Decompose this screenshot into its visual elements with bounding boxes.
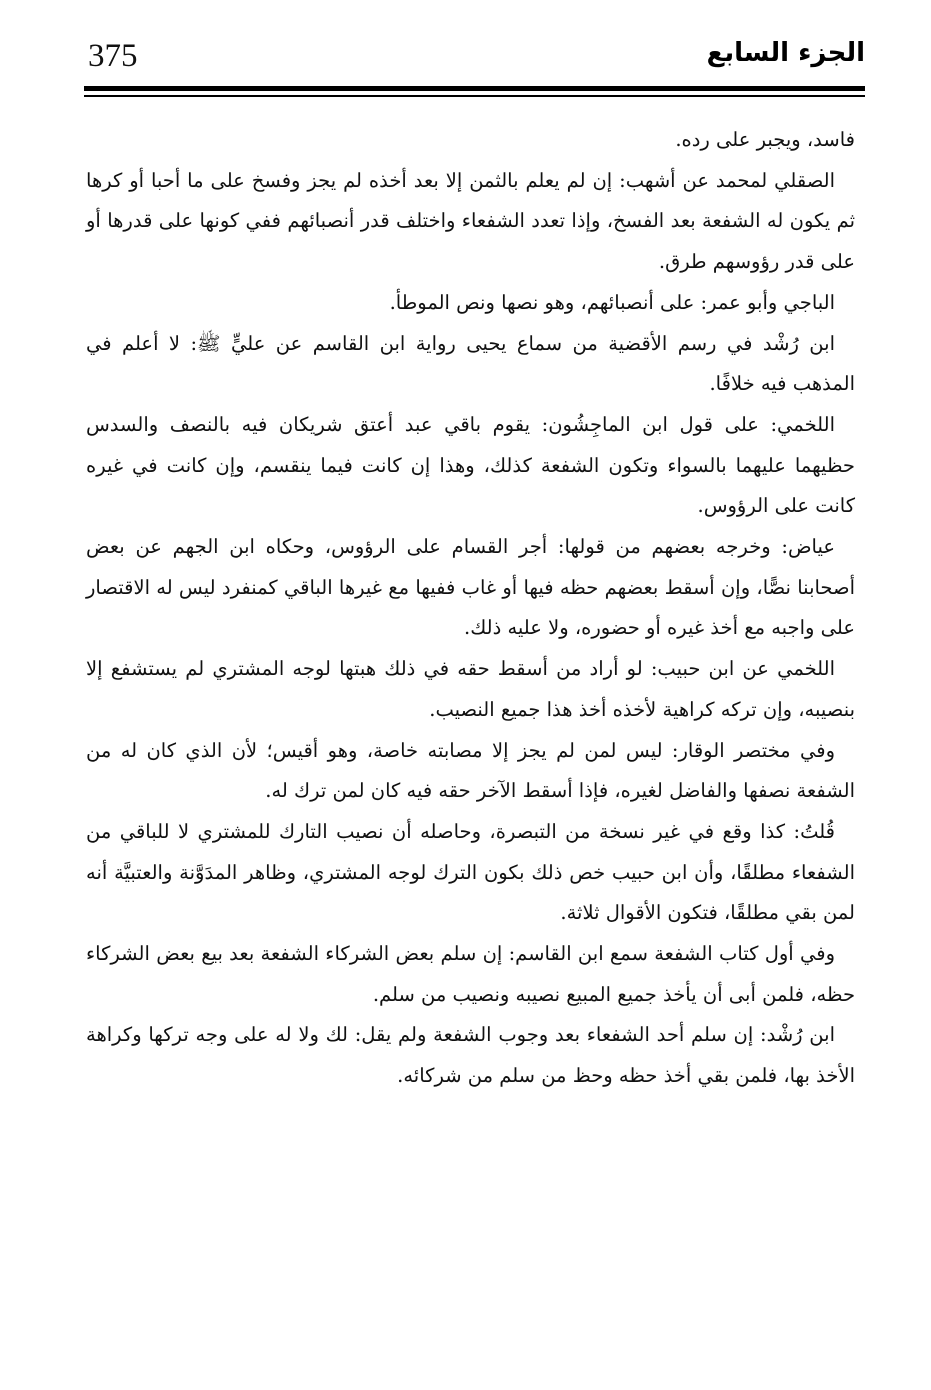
paragraph: فاسد، ويجبر على رده.	[675, 128, 855, 151]
paragraph: اللخمي عن ابن حبيب: لو أراد من أسقط حقه في ذلك هبتها لوجه المشتري لم يستشفع إلا بنصيبه، وإن تركه كراهية لأخذه أخذ هذا جميع النصيب.	[86, 657, 855, 721]
paragraph: وفي أول كتاب الشفعة سمع ابن القاسم: إن سلم بعض الشركاء الشفعة بعد بيع بعض الشركاء حظه، فلمن أبى أن يأخذ جميع المبيع نصيبه ونصيب من سلم.	[86, 942, 855, 1006]
header-rule-thin	[84, 95, 865, 97]
paragraph: ابن رُشْد في رسم الأقضية من سماع يحيى رواية ابن القاسم عن عليٍّ ﷺ: لا أعلم في المذهب فيه خلافًا.	[86, 331, 855, 396]
paragraph: الباجي وأبو عمر: على أنصبائهم، وهو نصها ونص الموطأ.	[389, 290, 835, 314]
paragraph: عياض: وخرجه بعضهم من قولها: أجر القسام على الرؤوس، وحكاه ابن الجهم عن بعض أصحابنا نصًّا، وإن أسقط بعضهم حظه فيها أو غاب ففيها مع غيرها الباقي كمنفرد ليس له الاقتصار على واجبه مع أخذ غيره أو حضوره، ولا عليه ذلك.	[86, 535, 855, 640]
page-header	[84, 36, 865, 86]
paragraph: الصقلي لمحمد عن أشهب: إن لم يعلم بالثمن إلا بعد أخذه لم يجز وفسخ على ما أحبا أو كرها ثم يكون له الشفعة بعد الفسخ، وإذا تعدد الشفعاء واختلف قدر أنصبائهم ففي كونها على قدرها أو على قدر رؤوسهم طرق.	[86, 168, 855, 274]
paragraph: قُلتُ: كذا وقع في غير نسخة من التبصرة، وحاصله أن نصيب التارك للمشتري لا للباقي من الشفعاء مطلقًا، وأن ابن حبيب خص ذلك بكون الترك لوجه المشتري، وظاهر المدَوَّنة والعتبيَّة أنه لمن بقي مطلقًا، فتكون الأقوال ثلاثة.	[86, 819, 855, 925]
paragraph: وفي مختصر الوقار: ليس لمن لم يجز إلا مصابته خاصة، وهو أقيس؛ لأن الذي كان له من الشفعة نصفها والفاضل لغيره، فإذا أسقط الآخر حقه فيه كان لمن ترك له.	[86, 738, 855, 803]
body-text	[86, 120, 855, 1097]
header-rule-thick	[84, 86, 865, 91]
paragraph: ابن رُشْد: إن سلم أحد الشفعاء بعد وجوب الشفعة ولم يقل: لك ولا له على وجه تركها وكراهة الأخذ بها، فلمن بقي أخذ حظه وحظ من سلم من شركائه.	[86, 1023, 855, 1088]
running-title: الجزء السابع	[706, 38, 865, 68]
page-number: 375	[88, 38, 138, 74]
paragraph: اللخمي: على قول ابن الماجِشُون: يقوم باقي عبد أعتق شريكان فيه بالنصف والسدس حظيهما عليهما بالسواء وتكون الشفعة كذلك، وهذا إن كانت فيما ينقسم، وإن كانت في غيره كانت على الرؤوس.	[86, 412, 855, 518]
